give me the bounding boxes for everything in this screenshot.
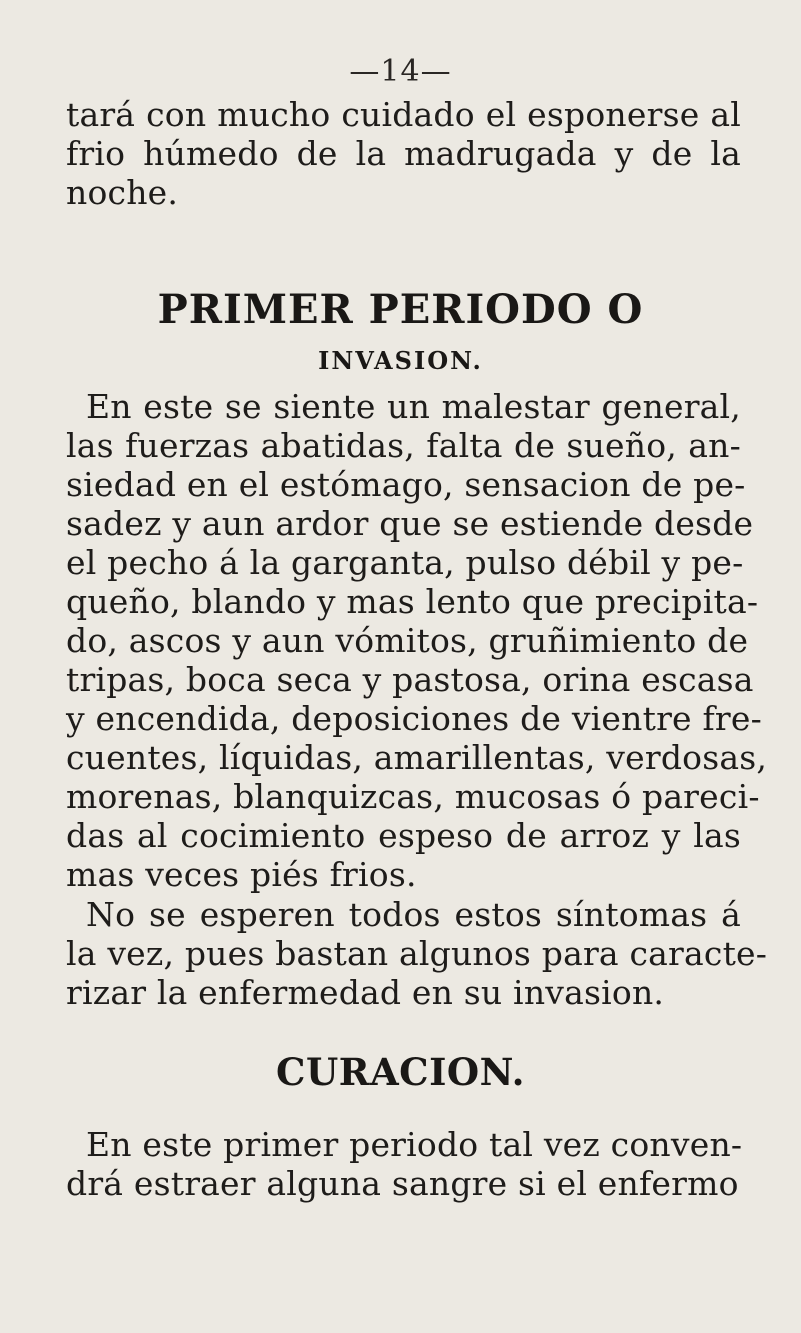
opening-paragraph bbox=[66, 95, 741, 212]
invasion-paragraph-2 bbox=[66, 895, 768, 1012]
text-line: el pecho á la garganta, pulso débil y pe- bbox=[66, 543, 744, 582]
text-line: tripas, boca seca y pastosa, orina escasa bbox=[66, 660, 754, 699]
text-line: drá estraer alguna sangre si el enfermo bbox=[66, 1164, 739, 1203]
text-line: rizar la enfermedad en su invasion. bbox=[66, 973, 665, 1012]
text-line: queño, blando y mas lento que precipita- bbox=[66, 582, 759, 621]
text-line: y encendida, deposiciones de vientre fre- bbox=[66, 699, 762, 738]
text-line: siedad en el estómago, sensacion de pe- bbox=[66, 465, 746, 504]
text-line: mas veces piés frios. bbox=[66, 855, 417, 894]
invasion-paragraph-1 bbox=[66, 387, 768, 894]
curacion-paragraph bbox=[66, 1125, 741, 1203]
text-line: En este se siente un malestar general, bbox=[86, 387, 741, 426]
page-number: —14— bbox=[349, 54, 452, 89]
text-line: cuentes, líquidas, amarillentas, verdosas, bbox=[66, 738, 768, 777]
text-line: do, ascos y aun vómitos, gruñimiento de bbox=[66, 621, 749, 660]
text-line: das al cocimiento espeso de arroz y las bbox=[66, 816, 741, 855]
text-line: las fuerzas abatidas, falta de sueño, an- bbox=[66, 426, 741, 465]
text-line: En este primer periodo tal vez conven- bbox=[86, 1125, 743, 1164]
text-line: noche. bbox=[66, 173, 179, 212]
text-line: tará con mucho cuidado el esponerse al bbox=[66, 95, 741, 134]
text-line: sadez y aun ardor que se estiende desde bbox=[66, 504, 754, 543]
section-subheading-invasion: INVASION. bbox=[318, 346, 483, 375]
text-line: morenas, blanquizcas, mucosas ó pareci- bbox=[66, 777, 760, 816]
section-heading-curacion: CURACION. bbox=[276, 1050, 525, 1094]
text-line: frio húmedo de la madrugada y de la bbox=[66, 134, 741, 173]
text-line: No se esperen todos estos síntomas á bbox=[86, 895, 741, 934]
section-heading-primer-periodo: PRIMER PERIODO O bbox=[157, 286, 644, 333]
text-line: la vez, pues bastan algunos para caracte- bbox=[66, 934, 768, 973]
